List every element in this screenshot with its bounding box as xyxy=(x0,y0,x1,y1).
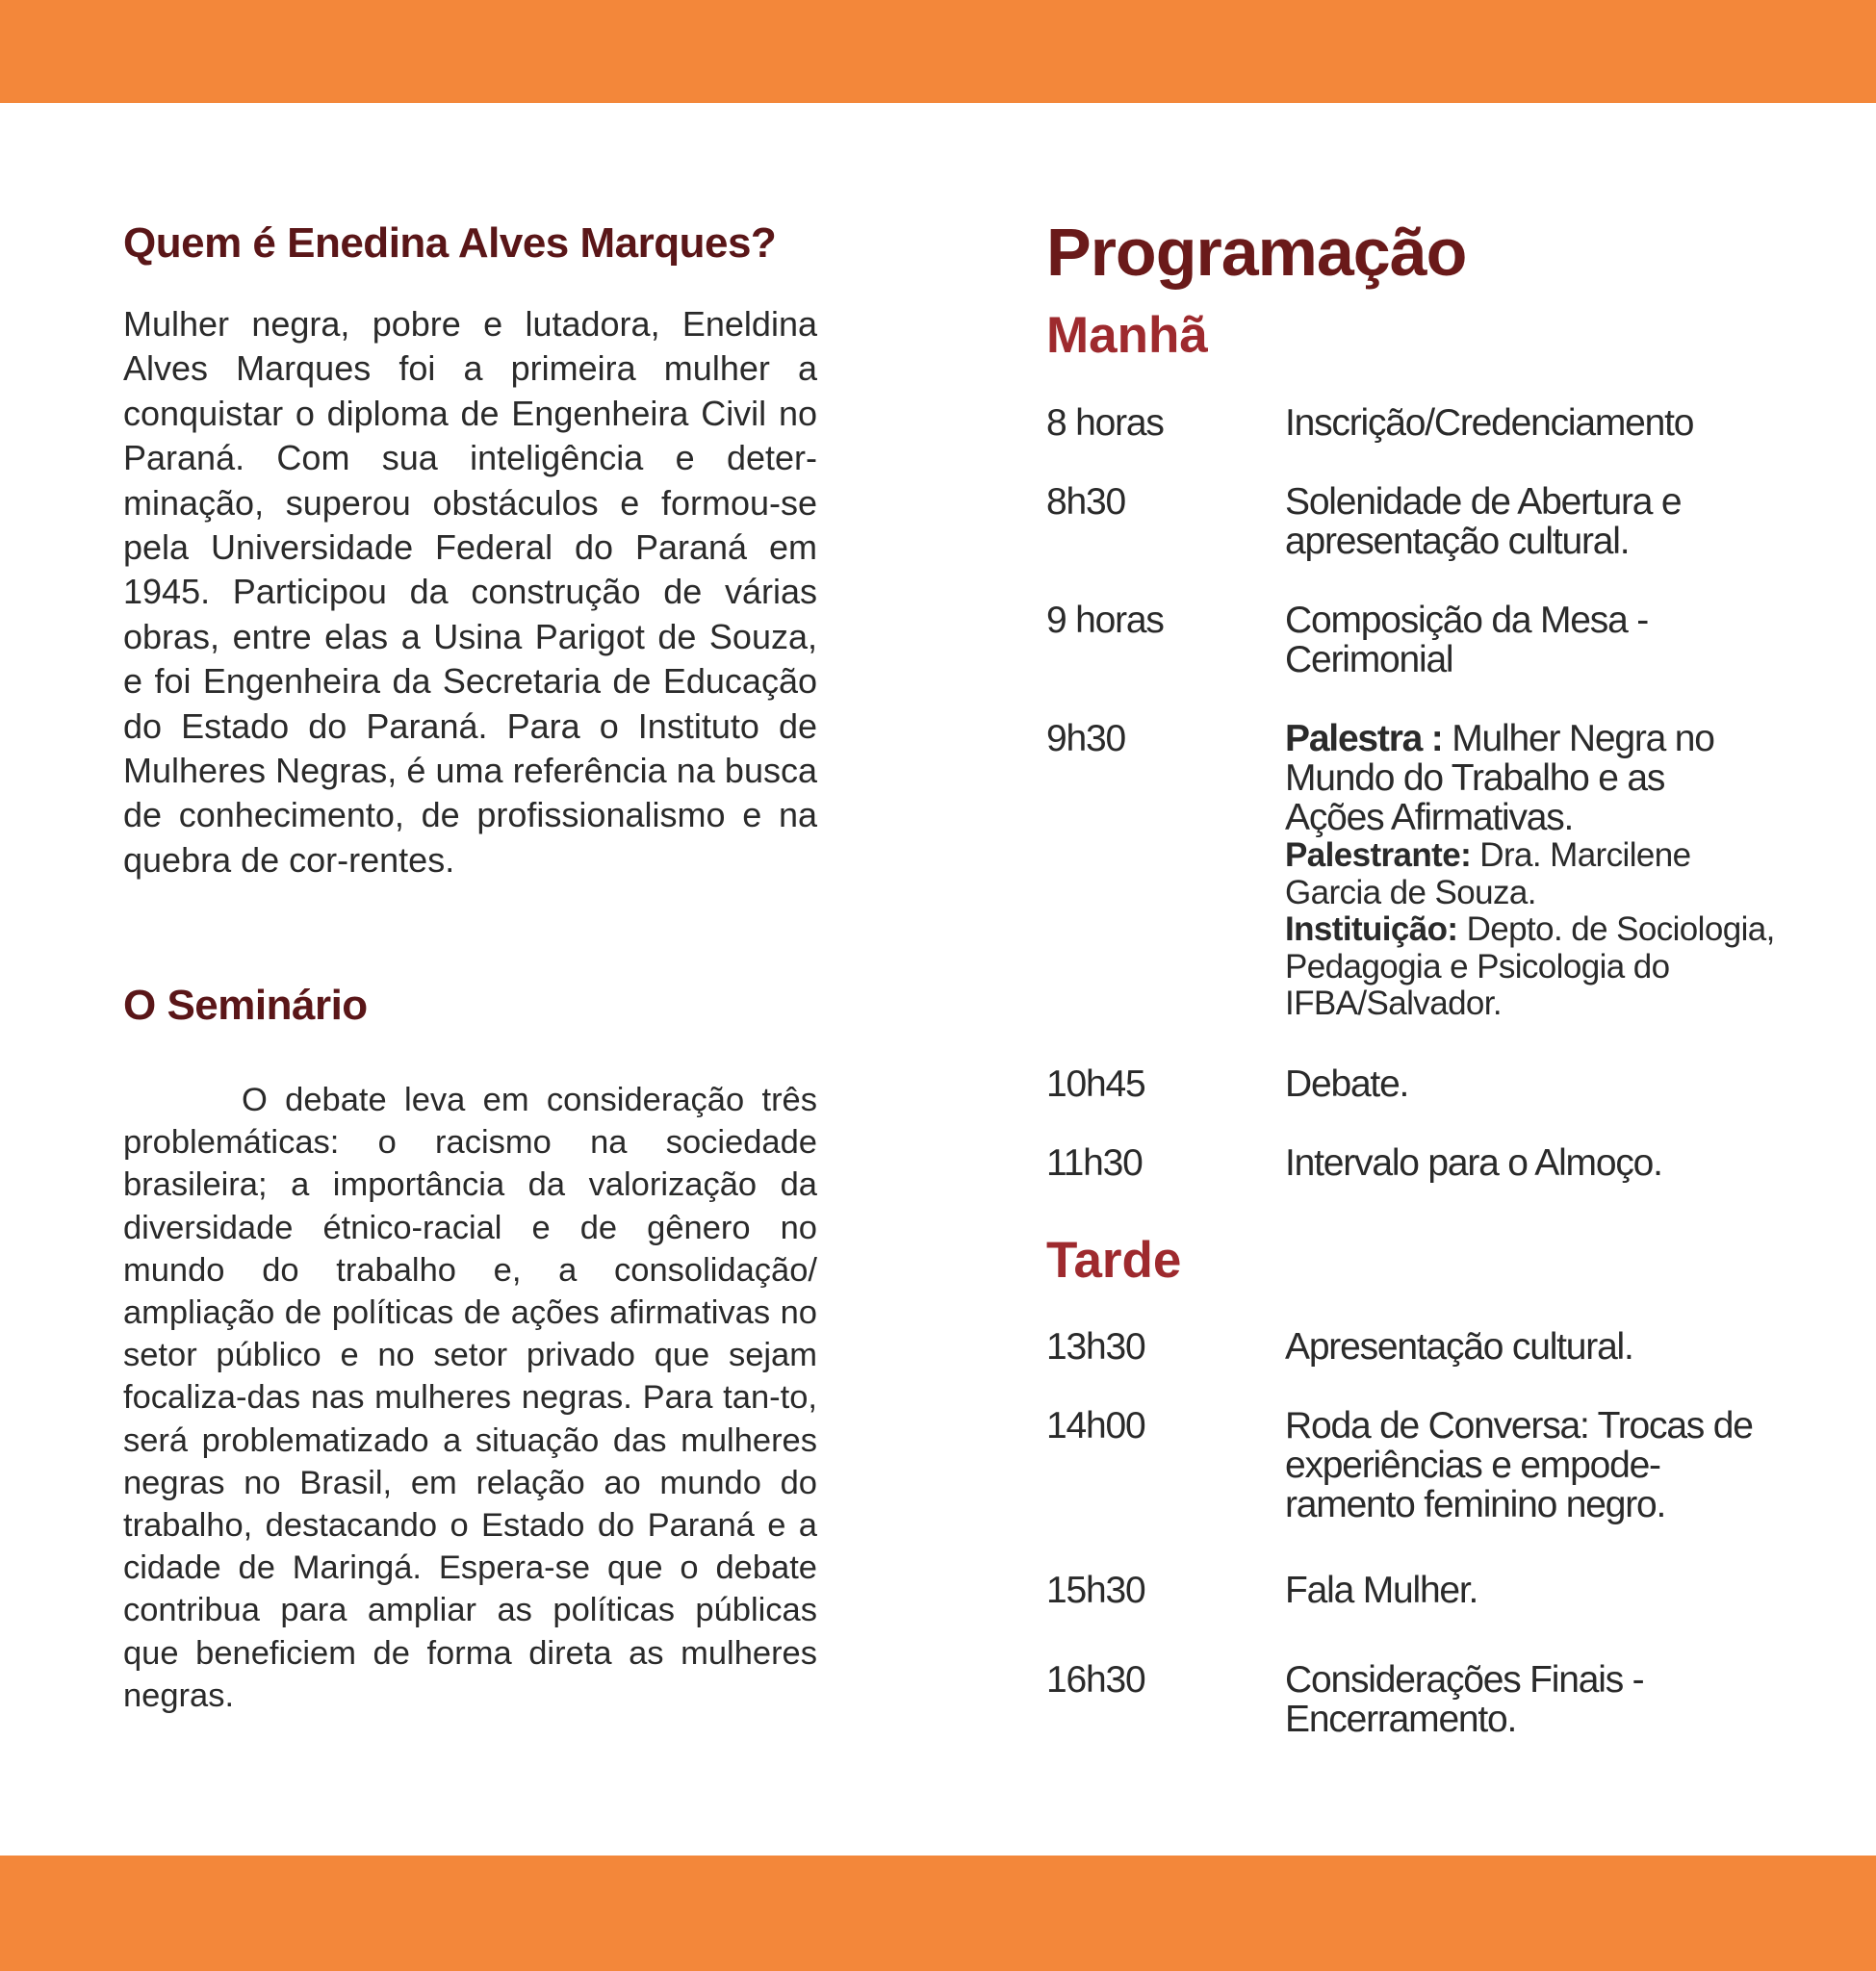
talk-title: Mulher Negra no Mundo do Trabalho e as Ações Afirmativas. xyxy=(1285,718,1714,838)
time: 16h30 xyxy=(1046,1659,1145,1701)
time: 8 horas xyxy=(1046,402,1164,444)
time: 13h30 xyxy=(1046,1326,1145,1368)
time: 9h30 xyxy=(1046,718,1125,759)
program-title: Programação xyxy=(1046,215,1467,290)
description: Intervalo para o Almoço. xyxy=(1285,1142,1662,1184)
time: 10h45 xyxy=(1046,1063,1145,1105)
description: Apresentação cultural. xyxy=(1285,1326,1633,1368)
time: 15h30 xyxy=(1046,1570,1145,1611)
speaker-label: Palestrante: xyxy=(1285,836,1472,874)
bio-paragraph: Mulher negra, pobre e lutadora, Eneldina Alves Marques foi a primeira mulher a conquistar o diploma de Engenheira Civil no Paraná. Com sua inteligência e deter-minação, superou obstáculos e formou-se pela Universidade Federal do Paraná em 1945. Participou da construção de várias obras, entre elas a Usina Parigot de Souza, e foi Engenheira da Secretaria de Educação do Estado do Paraná. Para o Instituto de Mulheres Negras, é uma referência na busca de conhecimento, de profissionalismo e na quebra de cor-rentes. xyxy=(123,304,817,880)
time: 14h00 xyxy=(1046,1405,1145,1446)
description: Fala Mulher. xyxy=(1285,1570,1478,1611)
description: Inscrição/Credenciamento xyxy=(1285,402,1694,444)
institution: Depto. de Sociologia, Pedagogia e Psicologia do IFBA/Salvador. xyxy=(1285,910,1775,1022)
top-orange-band xyxy=(0,0,1876,103)
description: Roda de Conversa: Trocas de experiências e empode-ramento feminino negro. xyxy=(1285,1405,1753,1525)
seminar-paragraph: O debate leva em consideração três problemáticas: o racismo na sociedade brasileira; a importância da valorização da diversidade étnico-racial e de gênero no mundo do trabalho e, a consolidação/ ampliação de políticas de ações afirmativas no setor público e no setor privado que sejam focaliza-das nas mulheres negras. Para tan-to, será problematizado a situação das mulheres negras no Brasil, em relação ao mundo do trabalho, destacando o Estado do Paraná e a cidade de Maringá. Espera-se que o debate contribua para ampliar as políticas públicas que beneficiem de forma direta as mulheres negras. xyxy=(123,1082,817,1714)
description: Solenidade de Abertura e apresentação cultural. xyxy=(1285,481,1682,562)
description: Considerações Finais - Encerramento. xyxy=(1285,1659,1644,1740)
morning-heading: Manhã xyxy=(1046,307,1208,364)
description: Debate. xyxy=(1285,1063,1409,1105)
heading-seminar: O Seminário xyxy=(123,982,368,1029)
time: 8h30 xyxy=(1046,481,1125,523)
time: 11h30 xyxy=(1046,1142,1143,1184)
talk-label: Palestra : xyxy=(1285,718,1443,759)
institution-label: Instituição: xyxy=(1285,910,1458,948)
afternoon-heading: Tarde xyxy=(1046,1232,1182,1289)
bottom-orange-band xyxy=(0,1856,1876,1971)
description: Composição da Mesa - Cerimonial xyxy=(1285,600,1649,680)
time: 9 horas xyxy=(1046,600,1164,641)
heading-who-is-enedina: Quem é Enedina Alves Marques? xyxy=(123,219,777,267)
speaker: Dra. Marcilene Garcia de Souza. xyxy=(1285,836,1691,911)
